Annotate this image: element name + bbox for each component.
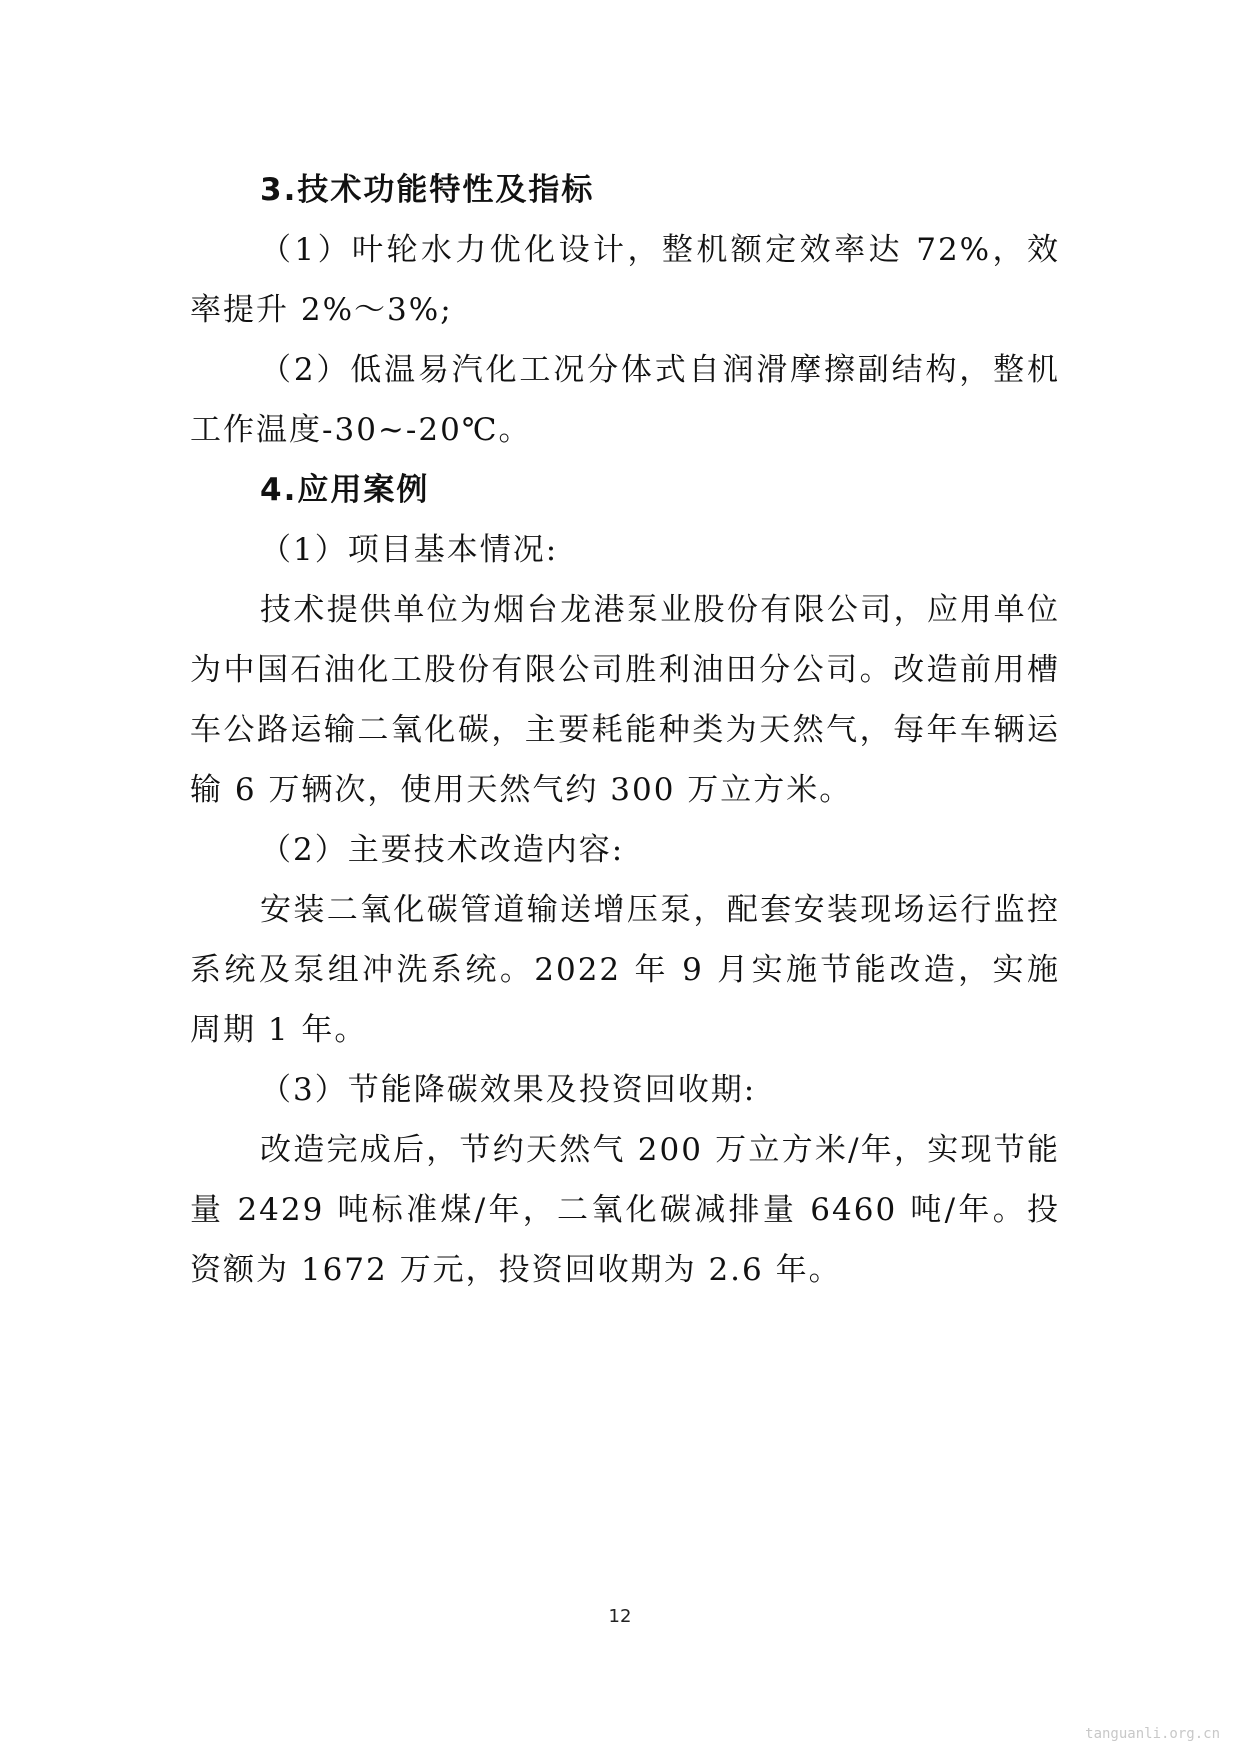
- tech-item-2: （2）低温易汽化工况分体式自润滑摩擦副结构，整机工作温度-30~-20℃。: [190, 352, 1060, 448]
- tech-item-1: （1）叶轮水力优化设计，整机额定效率达 72%，效率提升 2%～3%;: [190, 232, 1060, 328]
- case-paragraph-retrofit: 安装二氧化碳管道输送增压泵，配套安装现场运行监控系统及泵组冲洗系统。2022 年 9 月实施节能改造，实施周期 1 年。: [190, 892, 1060, 1048]
- case-subheading-retrofit: （2）主要技术改造内容:: [260, 832, 625, 868]
- case-subheading-basic-info: （1）项目基本情况:: [260, 532, 559, 568]
- case-paragraph-basic-info: 技术提供单位为烟台龙港泵业股份有限公司，应用单位为中国石油化工股份有限公司胜利油田分公司。改造前用槽车公路运输二氧化碳，主要耗能种类为天然气，每年车辆运输 6 万辆次，使用天然气约 300 万立方米。: [190, 592, 1060, 808]
- page-number: 12: [608, 1606, 632, 1627]
- case-subheading-results: （3）节能降碳效果及投资回收期:: [260, 1072, 757, 1108]
- section-heading-application-case: 4.应用案例: [260, 472, 430, 508]
- case-paragraph-results: 改造完成后，节约天然气 200 万立方米/年，实现节能量 2429 吨标准煤/年，二氧化碳减排量 6460 吨/年。投资额为 1672 万元，投资回收期为 2.6 年。: [190, 1132, 1060, 1288]
- page-content: [190, 160, 1060, 1300]
- watermark: tanguanli.org.cn: [1085, 1726, 1220, 1742]
- section-heading-tech-features: 3.技术功能特性及指标: [260, 172, 595, 208]
